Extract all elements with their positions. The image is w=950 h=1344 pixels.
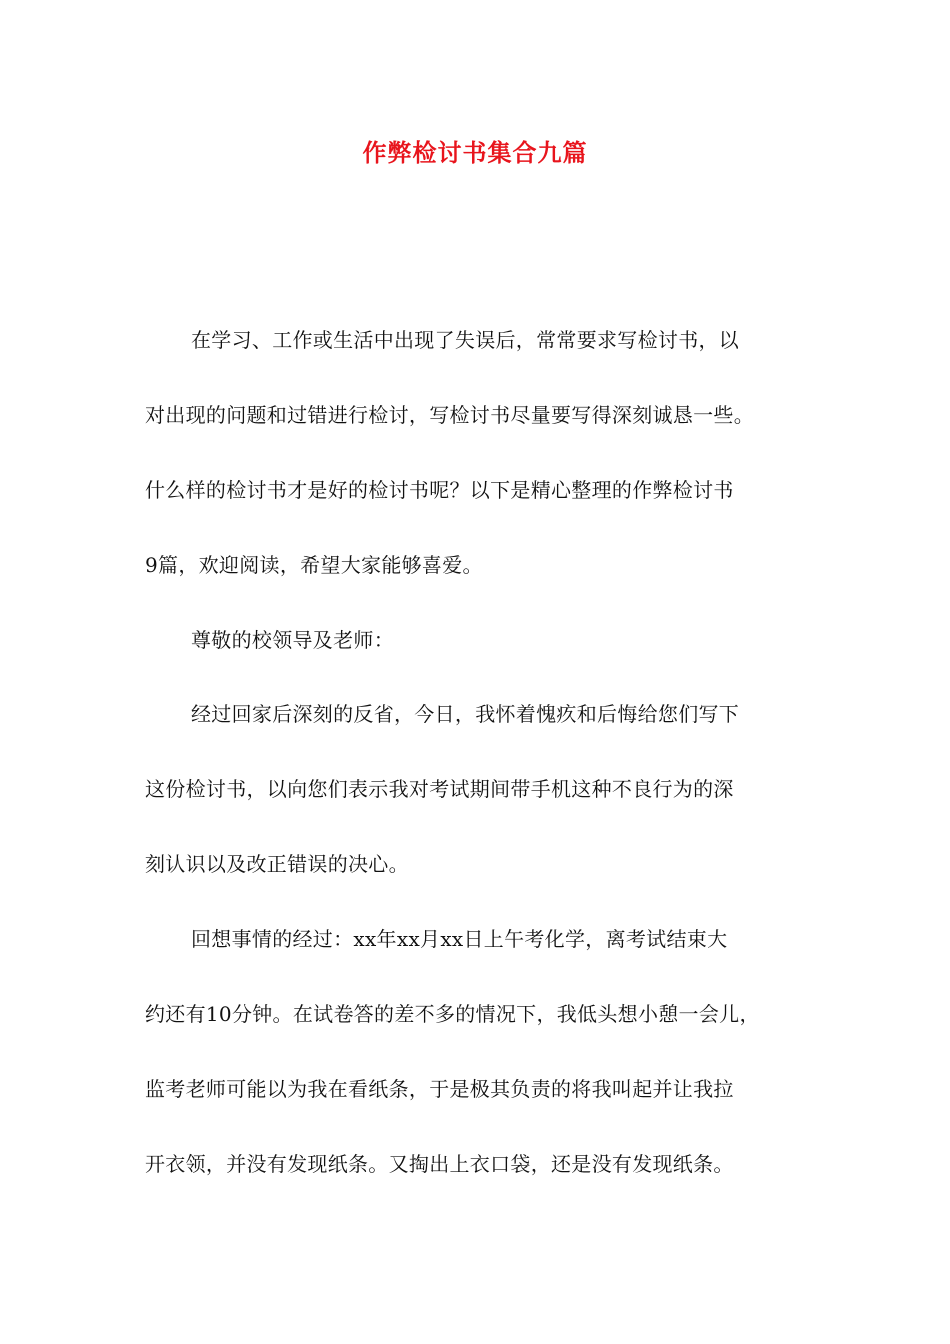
salutation-line: 尊敬的校领导及老师： [191,628,394,652]
paragraph-line: 约还有10分钟。在试卷答的差不多的情况下，我低头想小憩一会儿， [145,1002,760,1026]
paragraph-line: 开衣领，并没有发现纸条。又掏出上衣口袋，还是没有发现纸条。 [145,1152,734,1176]
paragraph-line: 回想事情的经过：xx年xx月xx日上午考化学，离考试结束大 [191,927,728,951]
paragraph-line: 经过回家后深刻的反省，今日，我怀着愧疚和后悔给您们写下 [191,702,740,726]
paragraph-line: 这份检讨书，以向您们表示我对考试期间带手机这种不良行为的深 [145,777,734,801]
paragraph-line: 监考老师可能以为我在看纸条，于是极其负责的将我叫起并让我拉 [145,1077,734,1101]
paragraph-line: 刻认识以及改正错误的决心。 [145,852,409,876]
paragraph-line: 对出现的问题和过错进行检讨，写检讨书尽量要写得深刻诚恳一些。 [145,403,754,427]
paragraph-line: 9篇，欢迎阅读，希望大家能够喜爱。 [145,553,483,577]
document-title: 作弊检讨书集合九篇 [362,138,588,167]
paragraph-line: 什么样的检讨书才是好的检讨书呢？以下是精心整理的作弊检讨书 [145,478,734,502]
paragraph-line: 在学习、工作或生活中出现了失误后，常常要求写检讨书，以 [191,328,740,352]
